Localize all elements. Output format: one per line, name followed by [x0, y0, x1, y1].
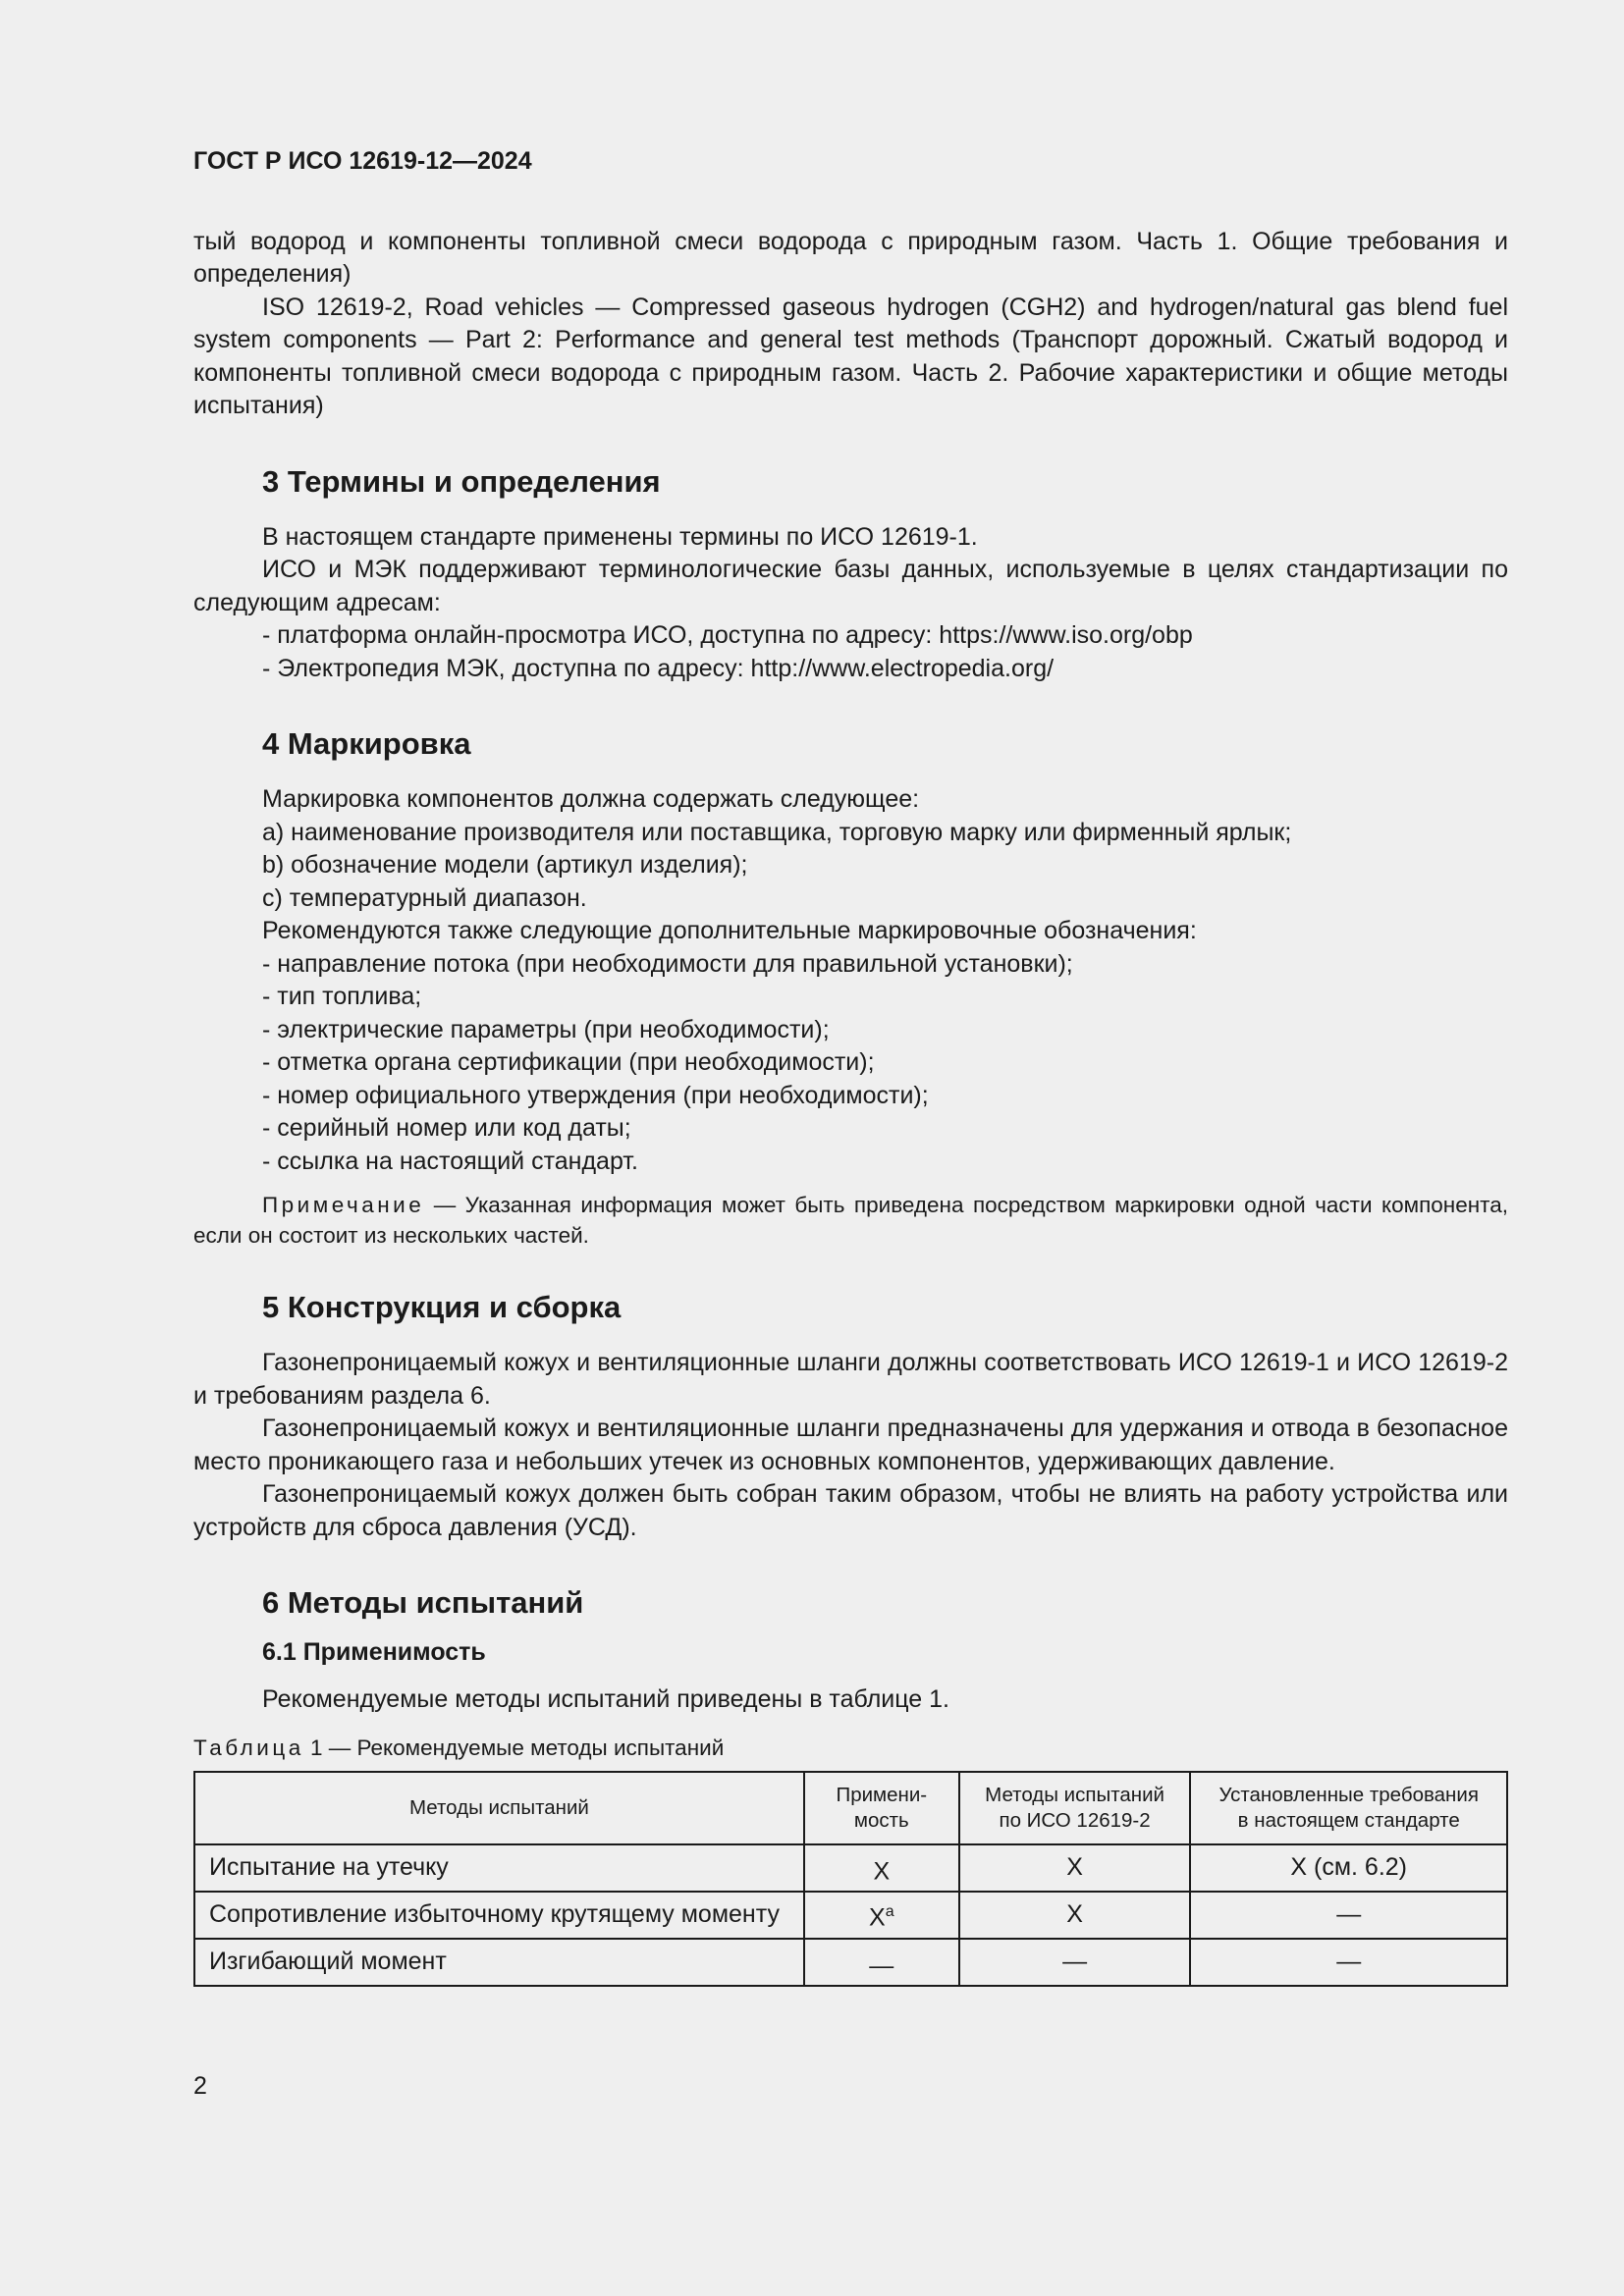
- section-4-line: Маркировка компонентов должна содержать следующее:: [262, 785, 920, 813]
- header-applicability: Примени- мость: [804, 1772, 959, 1844]
- cell-requirements: X (см. 6.2): [1190, 1844, 1507, 1892]
- section-6-1-title: 6.1 Применимость: [262, 1638, 486, 1666]
- note-text: — Указанная информация может быть приведена посредством маркировки одной части компонента, если он состоит из нескольких частей.: [193, 1193, 1508, 1248]
- section-4-line: - серийный номер или код даты;: [262, 1114, 631, 1142]
- section-3-title: 3 Термины и определения: [262, 463, 661, 499]
- cell-iso: X: [959, 1844, 1191, 1892]
- cell-iso: —: [959, 1939, 1191, 1986]
- cell-method: Изгибающий момент: [194, 1939, 804, 1986]
- section-5-para-3: Газонепроницаемый кожух должен быть собран таким образом, чтобы не влиять на работу устройства или устройств для сброса давления (УСД).: [193, 1480, 1508, 1541]
- table-header-row: [194, 1772, 1507, 1844]
- table-row: [194, 1844, 1507, 1892]
- section-4-line: c) температурный диапазон.: [262, 883, 587, 912]
- section-4-note: [193, 1190, 1508, 1251]
- cell-applicability: —: [804, 1939, 959, 1986]
- section-3-item-2: - Электропедия МЭК, доступна по адресу: http://www.electropedia.org/: [262, 654, 1055, 682]
- cell-applicability: X: [804, 1844, 959, 1892]
- header-iso-methods: Методы испытаний по ИСО 12619-2: [959, 1772, 1191, 1844]
- header-methods: Методы испытаний: [194, 1772, 804, 1844]
- ref-paragraph-1: тый водород и компоненты топливной смеси водорода с природным газом. Часть 1. Общие требования и определения): [193, 227, 1508, 288]
- section-5-title: 5 Конструкция и сборка: [262, 1290, 622, 1324]
- cell-method: Сопротивление избыточному крутящему моменту: [194, 1892, 804, 1939]
- section-6-para-1: Рекомендуемые методы испытаний приведены в таблице 1.: [262, 1684, 949, 1713]
- table-caption-text: 1 — Рекомендуемые методы испытаний: [303, 1735, 725, 1760]
- section-4-line: - тип топлива;: [262, 983, 422, 1010]
- section-4-line: - отметка органа сертификации (при необходимости);: [262, 1048, 875, 1076]
- test-methods-table: [193, 1771, 1508, 1987]
- cell-method: Испытание на утечку: [194, 1844, 804, 1892]
- table-caption: [193, 1734, 1508, 1763]
- cell-requirements: —: [1190, 1939, 1507, 1986]
- section-4-line: - направление потока (при необходимости для правильной установки);: [262, 949, 1073, 978]
- section-3-para-1: В настоящем стандарте применены термины по ИСО 12619-1.: [262, 522, 978, 551]
- section-3-item-1: - платформа онлайн-просмотра ИСО, доступна по адресу: https://www.iso.org/obp: [262, 621, 1193, 649]
- section-5-para-1: Газонепроницаемый кожух и вентиляционные шланги должны соответствовать ИСО 12619-1 и ИСО 12619-2 и требованиям раздела 6.: [193, 1349, 1508, 1410]
- section-4-line: - ссылка на настоящий стандарт.: [262, 1147, 638, 1175]
- cell-iso: X: [959, 1892, 1191, 1939]
- section-5-para-2: Газонепроницаемый кожух и вентиляционные шланги предназначены для удержания и отвода в безопасное место проникающего газа и небольших утечек из основных компонентов, удерживающих давление.: [193, 1415, 1508, 1475]
- section-4-line: - электрические параметры (при необходимости);: [262, 1015, 830, 1043]
- document-page: [193, 145, 1508, 1987]
- section-6-title: 6 Методы испытаний: [262, 1585, 584, 1620]
- note-label: Примечание: [262, 1193, 425, 1217]
- table-caption-label: Таблица: [193, 1735, 304, 1760]
- table-row: [194, 1939, 1507, 1986]
- section-4-line: a) наименование производителя или поставщика, торговую марку или фирменный ярлык;: [262, 818, 1292, 846]
- cell-requirements: —: [1190, 1892, 1507, 1939]
- section-4-title: 4 Маркировка: [262, 726, 471, 761]
- section-4-line: b) обозначение модели (артикул изделия);: [262, 851, 748, 879]
- header-requirements: Установленные требования в настоящем стандарте: [1190, 1772, 1507, 1844]
- section-3-para-2: ИСО и МЭК поддерживают терминологические базы данных, используемые в целях стандартизации по следующим адресам:: [193, 556, 1508, 616]
- document-header: ГОСТ Р ИСО 12619-12—2024: [193, 147, 532, 175]
- page-number: 2: [193, 2072, 207, 2100]
- table-row: [194, 1892, 1507, 1939]
- section-4-line: - номер официального утверждения (при необходимости);: [262, 1081, 929, 1109]
- ref-paragraph-2: ISO 12619-2, Road vehicles — Compressed gaseous hydrogen (CGH2) and hydrogen/natural gas blend fuel system components — Part 2: Performance and general test methods (Транспорт дорожный. Сжатый водород и компоненты топливной смеси водорода с природным газом. Часть 2. Рабочие характеристики и общие методы испытания): [193, 293, 1508, 419]
- section-4-line: Рекомендуются также следующие дополнительные маркировочные обозначения:: [262, 917, 1197, 944]
- cell-applicability: $X^a$: [804, 1892, 959, 1939]
